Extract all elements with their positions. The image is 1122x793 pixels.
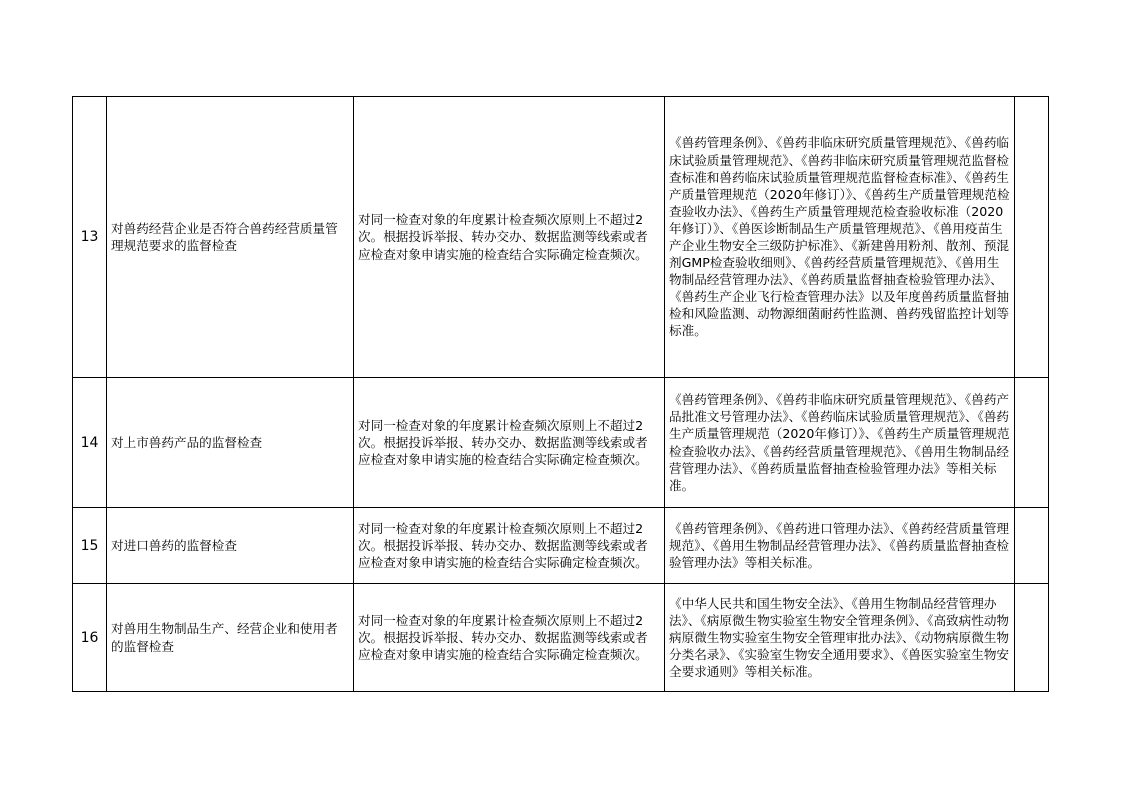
- inspection-item-text: 对进口兽药的监督检查: [111, 537, 237, 553]
- basis-cell: [665, 378, 1015, 508]
- table-row: [73, 584, 1049, 692]
- empty-cell: [1015, 97, 1049, 378]
- inspection-item-cell: [107, 508, 354, 584]
- frequency-text: 对同一检查对象的年度累计检查频次原则上不超过2次。根据投诉举报、转办交办、数据监测等线索或者应检查对象申请实施的检查结合实际确定检查频次。: [358, 212, 648, 262]
- inspection-item-text: 对上市兽药产品的监督检查: [111, 434, 263, 450]
- inspection-item-cell: [107, 97, 354, 378]
- inspection-item-text: 对兽用生物制品生产、经营企业和使用者的监督检查: [111, 621, 338, 654]
- frequency-cell: [354, 584, 665, 692]
- inspection-table: [72, 96, 1049, 692]
- frequency-cell: [354, 508, 665, 584]
- frequency-text: 对同一检查对象的年度累计检查频次原则上不超过2次。根据投诉举报、转办交办、数据监测等线索或者应检查对象申请实施的检查结合实际确定检查频次。: [358, 612, 648, 663]
- table-row: [73, 378, 1049, 508]
- inspection-item-text: 对兽药经营企业是否符合兽药经营质量管理规范要求的监督检查: [111, 220, 338, 253]
- table-row: [73, 97, 1049, 378]
- basis-cell: [665, 508, 1015, 584]
- row-number: 16: [73, 584, 107, 692]
- basis-text: 《中华人民共和国生物安全法》、《兽用生物制品经营管理办法》、《病原微生物实验室生物安全管理条例》、《高致病性动物病原微生物实验室生物安全管理审批办法》、《动物病原微生物分类名录》、《实验室生物安全通用要求》、《兽医实验室生物安全要求通则》等相关标准。: [669, 595, 1010, 680]
- inspection-item-cell: [107, 584, 354, 692]
- empty-cell: [1015, 378, 1049, 508]
- frequency-cell: [354, 378, 665, 508]
- basis-text: 《兽药管理条例》、《兽药进口管理办法》、《兽药经营质量管理规范》、《兽用生物制品经营管理办法》、《兽药质量监督抽查检验管理办法》等相关标准。: [669, 520, 1010, 571]
- frequency-cell: [354, 97, 665, 378]
- empty-cell: [1015, 584, 1049, 692]
- row-number: 13: [73, 97, 107, 378]
- basis-cell: [665, 97, 1015, 378]
- table-row: [73, 508, 1049, 584]
- basis-text: 《兽药管理条例》、《兽药非临床研究质量管理规范》、《兽药临床试验质量管理规范》、《兽药非临床研究质量管理规范监督检查标准和兽药临床试验质量管理规范监督检查标准》、《兽药生产质量管理规范（2020年修订）》、《兽药生产质量管理规范检查验收办法》、《兽药生产质量管理规范检查验收标准（2020年修订）》、《兽医诊断制品生产质量管理规范》、《兽用疫苗生产企业生物安全三级防护标准》、《新建兽用粉剂、散剂、预混剂GMP检查验收细则》、《兽药经营质量管理规范》、《兽用生物制品经营管理办法》、《兽药质量监督抽查检验管理办法》、《兽药生产企业飞行检查管理办法》以及年度兽药质量监督抽检和风险监测、动物源细菌耐药性监测、兽药残留监控计划等标准。: [669, 135, 1010, 339]
- empty-cell: [1015, 508, 1049, 584]
- frequency-text: 对同一检查对象的年度累计检查频次原则上不超过2次。根据投诉举报、转办交办、数据监测等线索或者应检查对象申请实施的检查结合实际确定检查频次。: [358, 520, 648, 571]
- basis-cell: [665, 584, 1015, 692]
- basis-text: 《兽药管理条例》、《兽药非临床研究质量管理规范》、《兽药产品批准文号管理办法》、《兽药临床试验质量管理规范》、《兽药生产质量管理规范（2020年修订）》、《兽药生产质量管理规范检查验收办法》、《兽药经营质量管理规范》、《兽用生物制品经营管理办法》、《兽药质量监督抽查检验管理办法》等相关标准。: [669, 392, 1010, 493]
- row-number: 15: [73, 508, 107, 584]
- row-number: 14: [73, 378, 107, 508]
- inspection-item-cell: [107, 378, 354, 508]
- frequency-text: 对同一检查对象的年度累计检查频次原则上不超过2次。根据投诉举报、转办交办、数据监测等线索或者应检查对象申请实施的检查结合实际确定检查频次。: [358, 417, 648, 468]
